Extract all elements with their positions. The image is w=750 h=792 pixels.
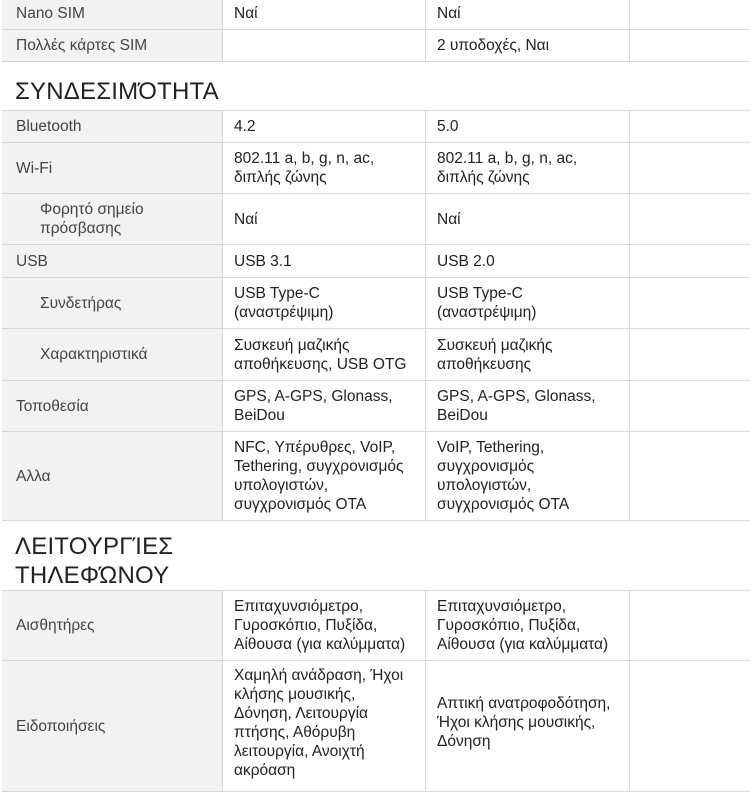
row-label: Χαρακτηριστικά bbox=[2, 329, 223, 380]
phone1-value: USB Type-C (αναστρέψιμη) bbox=[223, 278, 426, 328]
phone-features-table bbox=[2, 590, 750, 792]
phone2-value: Ναί bbox=[426, 0, 630, 29]
row-label: USB bbox=[2, 245, 223, 277]
table-row-usb bbox=[2, 245, 750, 278]
row-label: Φορητό σημείο πρόσβασης bbox=[2, 194, 223, 244]
phone2-value: 5.0 bbox=[426, 111, 630, 142]
phone1-value: 802.11 a, b, g, n, ac, διπλής ζώνης bbox=[223, 143, 426, 193]
phone2-value: 2 υποδοχές, Ναι bbox=[426, 30, 630, 61]
table-row-nano-sim bbox=[2, 0, 750, 30]
phone2-value: GPS, A-GPS, Glonass, BeiDou bbox=[426, 381, 630, 431]
table-row-sensors bbox=[2, 590, 750, 661]
row-label: Bluetooth bbox=[2, 111, 223, 142]
phone2-value: Ναί bbox=[426, 194, 630, 244]
phone2-value: USB 2.0 bbox=[426, 245, 630, 277]
phone1-value: Χαμηλή ανάδραση, Ήχοι κλήσης μουσικής, Δόνηση, Λειτουργία πτήσης, Αθόρυβη λειτουργία, Ανοιχτή ακρόαση bbox=[223, 661, 426, 791]
row-label: Αλλα bbox=[2, 432, 223, 520]
phone1-value: Ναί bbox=[223, 194, 426, 244]
phone1-value: GPS, A-GPS, Glonass, BeiDou bbox=[223, 381, 426, 431]
row-label: Πολλές κάρτες SIM bbox=[2, 30, 223, 61]
table-row-wifi bbox=[2, 143, 750, 194]
phone1-value bbox=[223, 30, 426, 61]
sim-table bbox=[2, 0, 750, 62]
phone1-value: Ναί bbox=[223, 0, 426, 29]
phone1-value: Συσκευή μαζικής αποθήκευσης, USB OTG bbox=[223, 329, 426, 380]
row-label: Συνδετήρας bbox=[2, 278, 223, 328]
connectivity-table bbox=[2, 110, 750, 521]
row-label: Wi-Fi bbox=[2, 143, 223, 193]
table-row-notifications bbox=[2, 661, 750, 792]
phone2-value: VoIP, Tethering, συγχρονισμός υπολογιστών, συγχρονισμός OTA bbox=[426, 432, 630, 520]
phone1-value: USB 3.1 bbox=[223, 245, 426, 277]
phone1-value: 4.2 bbox=[223, 111, 426, 142]
section-title-connectivity: ΣΥΝΔΕΣΙΜΌΤΗΤΑ bbox=[15, 78, 219, 105]
phone2-value: Συσκευή μαζικής αποθήκευσης bbox=[426, 329, 630, 380]
row-label: Nano SIM bbox=[2, 0, 223, 29]
table-row-usb-features bbox=[2, 329, 750, 381]
table-row-location bbox=[2, 381, 750, 432]
phone2-value: USB Type-C (αναστρέψιμη) bbox=[426, 278, 630, 328]
phone1-value: NFC, Υπέρυθρες, VoIP, Tethering, συγχρονισμός υπολογιστών, συγχρονισμός OTA bbox=[223, 432, 426, 520]
table-row-other bbox=[2, 432, 750, 521]
phone2-value: Απτική ανατροφοδότηση, Ήχοι κλήσης μουσικής, Δόνηση bbox=[426, 661, 630, 791]
table-row-multi-sim bbox=[2, 30, 750, 62]
row-label: Αισθητήρες bbox=[2, 591, 223, 660]
phone1-value: Επιταχυνσιόμετρο, Γυροσκόπιο, Πυξίδα, Αίθουσα (για καλύμματα) bbox=[223, 591, 426, 660]
table-row-connector bbox=[2, 278, 750, 329]
table-row-hotspot bbox=[2, 194, 750, 245]
table-row-bluetooth bbox=[2, 110, 750, 143]
phone2-value: 802.11 a, b, g, n, ac, διπλής ζώνης bbox=[426, 143, 630, 193]
row-label: Ειδοποιήσεις bbox=[2, 661, 223, 791]
phone2-value: Επιταχυνσιόμετρο, Γυροσκόπιο, Πυξίδα, Αίθουσα (για καλύμματα) bbox=[426, 591, 630, 660]
row-label: Τοποθεσία bbox=[2, 381, 223, 431]
section-title-phone-features: ΛΕΙΤΟΥΡΓΊΕΣ ΤΗΛΕΦΏΝΟΥ bbox=[15, 533, 174, 589]
